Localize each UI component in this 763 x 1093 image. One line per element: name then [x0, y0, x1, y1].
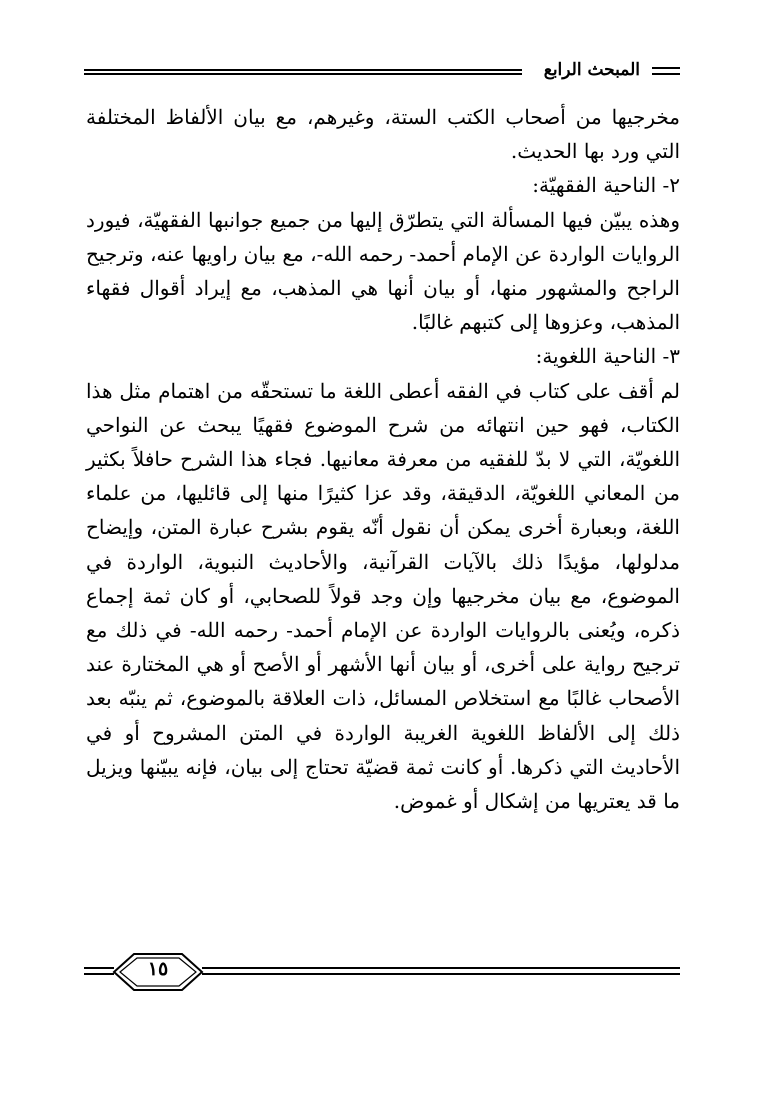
- paragraph: وهذه يبيّن فيها المسألة التي يتطرّق إليها من جميع جوانبها الفقهيّة، فيورد الروايات الواردة عن الإمام أحمد- رحمه الله-، مع بيان راويها عنه، وترجيح الراجح والمشهور منها، أو بيان أنها هي المذهب، مع إيراد أقوال فقهاء المذهب، وعزوها إلى كتبهم غالبًا.: [86, 207, 680, 335]
- paragraph: لم أقف على كتاب في الفقه أعطى اللغة ما تستحقّه من اهتمام مثل هذا الكتاب، فهو حين انتهائه من شرح الموضوع فقهيًا يبحث عن النواحي اللغويّة، التي لا بدّ للفقيه من معرفة معانيها. فجاء هذا الشرح حافلاً بكثير من المعاني اللغويّة، الدقيقة، وقد عزا كثيرًا منها إلى قائليها، من علماء اللغة، وبعبارة أخرى يمكن أن نقول أنّه يقوم بشرح عبارة المتن، وإيضاح مدلولها، مؤيدًا ذلك بالآيات القرآنية، والأحاديث النبوية، الواردة في الموضوع، مع بيان مخرجيها وإن وجد قولاً للصحابي، أو كان ثمة إجماع ذكره، ويُعنى بالروايات الواردة عن الإمام أحمد- رحمه الله- في ذلك مع ترجيح رواية على أخرى، أو بيان أنها الأشهر أو الأصح أو هي المختارة عند الأصحاب غالبًا مع استخلاص المسائل، ذات العلاقة بالموضوع، ثم ينبّه بعد ذلك إلى الألفاظ اللغوية الغريبة الواردة في المتن المشروح أو في الأحاديث التي ذكرها. أو كانت ثمة قضيّة تحتاج إلى بيان، فإنه يبيّنها ويزيل ما قد يعتريها من إشكال أو غموض.: [86, 378, 680, 814]
- paragraph: مخرجيها من أصحاب الكتب الستة، وغيرهم، مع بيان الألفاظ المختلفة التي ورد بها الحديث.: [86, 105, 680, 164]
- footer-rule-right: [202, 967, 680, 975]
- page-footer: [84, 952, 680, 992]
- section-heading-language: ٣- الناحية اللغوية:: [535, 344, 680, 369]
- section-heading-fiqh: ٢- الناحية الفقهيّة:: [532, 173, 680, 198]
- body-text: [86, 100, 680, 818]
- footer-rule-left: [84, 967, 114, 975]
- running-header: [84, 58, 680, 88]
- header-double-mark: [652, 67, 680, 75]
- header-rule: [84, 69, 522, 75]
- page-number-badge: [112, 952, 204, 992]
- chapter-title: المبحث الرابع: [543, 60, 640, 80]
- page-number: ١٥: [147, 958, 169, 980]
